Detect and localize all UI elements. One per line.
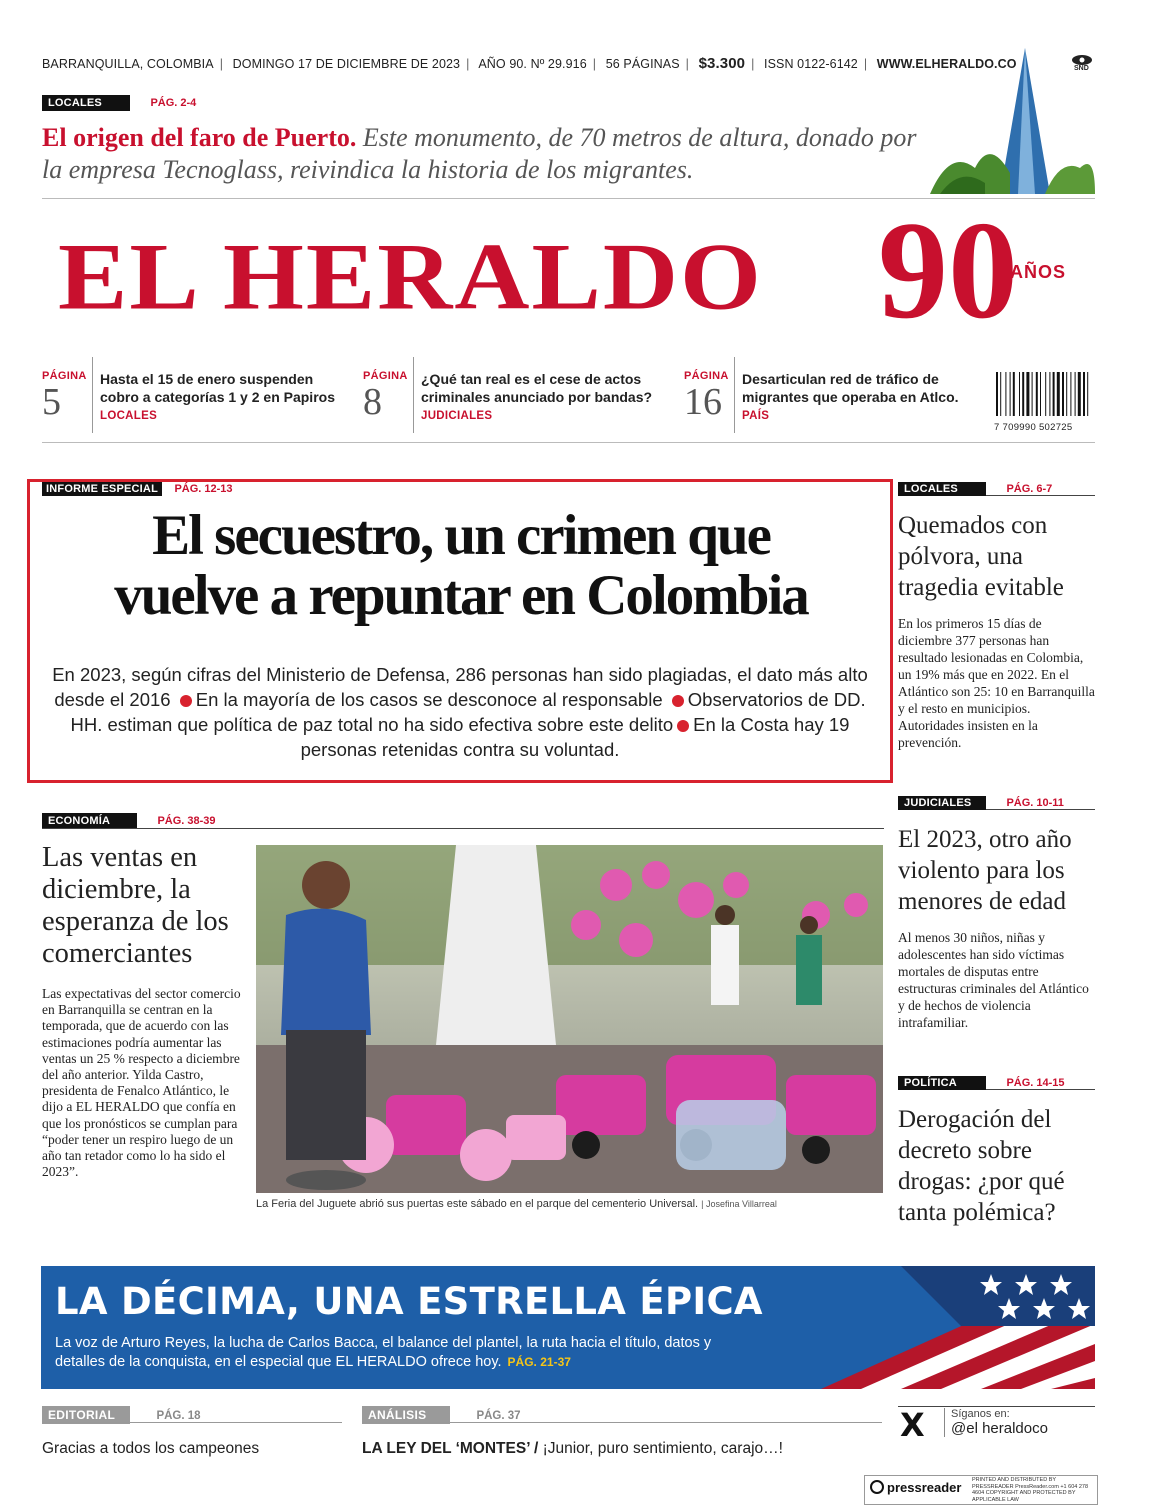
main-headline[interactable]: El secuestro, un crimen que vuelve a repuntar en Colombia [114, 504, 808, 627]
barcode-bar [1040, 372, 1041, 416]
side-story[interactable] [898, 1073, 1095, 1228]
page-ref[interactable]: PÁG. 14-15 [1006, 1077, 1065, 1089]
banner-body: La voz de Arturo Reyes, la lucha de Carlos Bacca, el balance del plantel, la ruta hacia el título, datos y detalles de la conquista, en el especial que EL HERALDO ofrece hoy. PÁG. 21-37 [55, 1335, 712, 1370]
photo-caption: La Feria del Juguete abrió sus puertas este sábado en el parque del cementerio Universal. | Josefina Villarreal [256, 1198, 777, 1210]
main-story-section [42, 479, 233, 497]
barcode-bar [1045, 372, 1046, 416]
divider [42, 828, 884, 829]
page-ref[interactable]: PÁG. 12-13 [174, 483, 233, 495]
analysis-title[interactable]: LA LEY DEL ‘MONTES’ / ¡Junior, puro sentimiento, carajo…! [362, 1440, 783, 1457]
barcode-bar [1053, 372, 1055, 416]
index-page-ref: PÁGINA 16 [684, 370, 729, 423]
barcode-bar [1062, 372, 1064, 416]
index-item[interactable]: Hasta el 15 de enero suspenden cobro a categorías 1 y 2 en Papiros LOCALES [100, 371, 335, 422]
teaser-text: Este monumento, de 70 metros de altura, donado por la empresa Tecnoglass, reivindica la historia de los migrantes. [42, 123, 917, 184]
side-body: Al menos 30 niños, niñas y adolescentes han sido víctimas mortales de disputas entre estructuras criminales del Atlántico y de hechos de violencia intrafamiliar. [898, 930, 1089, 1030]
divider [42, 198, 1095, 199]
index-page-ref: PÁGINA 5 [42, 370, 87, 423]
bullet-dot-icon [672, 695, 684, 707]
lighthouse-photo [930, 48, 1095, 196]
bullet-dot-icon [180, 695, 192, 707]
page-ref[interactable]: PÁG. 10-11 [1006, 797, 1064, 809]
main-summary: En 2023, según cifras del Ministerio de Defensa, 286 personas han sido plagiadas, el dato más alto desde el 2016 En la mayoría de los casos se desconoce al responsable Observatorios de DD. HH. estiman que política de paz total no ha sido efectiva sobre este delito En la Costa hay 19 personas retenidas contra su voluntad. [52, 664, 868, 760]
page-ref[interactable]: PÁG. 18 [156, 1410, 201, 1422]
teaser-lead: El origen del faro de Puerto. [42, 123, 357, 152]
section-tag: EDITORIAL [42, 1406, 130, 1424]
pressreader-icon [870, 1480, 884, 1494]
us-flag-graphic [781, 1266, 1095, 1389]
barcode-bar [1022, 372, 1024, 416]
index-page-ref: PÁGINA 8 [363, 370, 408, 423]
index-item[interactable]: Desarticulan red de tráfico de migrantes que operaba en Atlco. PAÍS [742, 371, 959, 422]
economy-body: Las expectativas del sector comercio en Barranquilla se centran en la temporada, que de acuerdo con las estimaciones podría aumentar las ventas un 25 % respecto a diciembre del año anterior. Yilda Castro, presidenta de Fenalco Atlántico, le dijo a EL HERALDO que confía en que los pronósticos se cumplan para “poder tener un respiro luego de un año tan retador como lo ha sido el 2023”. [42, 986, 241, 1180]
pressreader-logo: pressreader [870, 1480, 961, 1495]
anniversary-label: AÑOS [1010, 262, 1067, 282]
divider [42, 442, 1095, 443]
barcode-bar [1026, 372, 1029, 416]
section-tag: LOCALES [42, 95, 130, 111]
side-headline: Derogación del decreto sobre drogas: ¿por qué tanta polémica? [898, 1106, 1065, 1226]
barcode: 7 709990 502725 [994, 372, 1094, 428]
follow-us[interactable]: Síganos en: @el heraldoco [944, 1408, 1048, 1437]
page-ref[interactable]: PÁG. 2-4 [150, 97, 197, 109]
barcode-bars [994, 372, 1094, 416]
section-tag: JUDICIALES [898, 796, 986, 810]
page-ref[interactable]: PÁG. 37 [476, 1410, 521, 1422]
section-tag: POLÍTICA [898, 1076, 986, 1090]
barcode-bar [1070, 372, 1071, 416]
anniversary-number: 90 [878, 205, 1018, 335]
photo-credit: | Josefina Villarreal [701, 1199, 777, 1209]
barcode-bar [1057, 372, 1060, 416]
masthead-logo[interactable]: EL HERALDO [58, 223, 763, 330]
side-body: En los primeros 15 días de diciembre 377 personas han resultado lesionadas en Colombia, un 19% más que en 2022. En el Atlántico son 25: 10 en Barranquilla y el resto en municipios. Autoridades insisten en la prevención. [898, 616, 1095, 750]
barcode-bar [1066, 372, 1067, 416]
side-story[interactable] [898, 479, 1095, 751]
barcode-bar [1075, 372, 1076, 416]
page-ref[interactable]: PÁG. 21-37 [507, 1355, 571, 1369]
section-tag: INFORME ESPECIAL [42, 482, 162, 496]
promo-banner[interactable] [41, 1266, 1095, 1389]
toy-fair-photo [256, 845, 883, 1193]
top-teaser-section [42, 93, 196, 111]
barcode-bar [1010, 372, 1011, 416]
banner-title: LA DÉCIMA, UNA ESTRELLA ÉPICA [55, 1280, 763, 1323]
barcode-bar [1019, 372, 1020, 416]
social-handle: @el heraldoco [951, 1420, 1048, 1437]
x-logo-icon[interactable]: X [900, 1406, 925, 1444]
page-ref[interactable]: PÁG. 6-7 [1006, 483, 1053, 495]
section-tag: LOCALES [898, 482, 986, 496]
economy-section [42, 811, 216, 829]
top-teaser[interactable] [42, 122, 942, 186]
divider [413, 357, 414, 433]
side-headline: El 2023, otro año violento para los menores de edad [898, 826, 1072, 915]
barcode-bar [1013, 372, 1015, 416]
price: $3.300 [698, 55, 746, 72]
website-link[interactable]: WWW.ELHERALDO.CO [876, 57, 1017, 71]
issn: ISSN 0122-6142 [764, 57, 858, 71]
pressreader-fineprint: PRINTED AND DISTRIBUTED BY PRESSREADER PressReader.com +1 604 278 4604 COPYRIGHT AND PROTECTED BY APPLICABLE LAW [972, 1477, 1089, 1503]
bullet-dot-icon [677, 720, 689, 732]
divider [92, 357, 93, 433]
barcode-bar [1087, 372, 1088, 416]
economy-headline[interactable]: Las ventas en diciembre, la esperanza de los comerciantes [42, 842, 229, 969]
barcode-bar [1078, 372, 1081, 416]
editorial-title[interactable]: Gracias a todos los campeones [42, 1440, 260, 1457]
barcode-bar [996, 372, 998, 416]
divider [362, 1422, 882, 1423]
index-item[interactable]: ¿Qué tan real es el cese de actos criminales anunciado por bandas? JUDICIALES [421, 371, 653, 422]
issue-date: DOMINGO 17 DE DICIEMBRE DE 2023 [232, 57, 461, 71]
barcode-bar [1005, 372, 1006, 416]
snd-badge: SND [1068, 52, 1096, 74]
barcode-bar [1000, 372, 1001, 416]
edition-number: AÑO 90. Nº 29.916 [478, 57, 587, 71]
page-count: 56 PÁGINAS [605, 57, 680, 71]
section-tag: ECONOMÍA [42, 813, 137, 829]
barcode-bar [1049, 372, 1050, 416]
location: BARRANQUILLA, COLOMBIA [42, 57, 214, 71]
section-tag: ANÁLISIS [362, 1406, 450, 1424]
barcode-bar [1036, 372, 1038, 416]
page-ref[interactable]: PÁG. 38-39 [157, 815, 216, 827]
divider [734, 357, 735, 433]
divider [42, 1422, 342, 1423]
side-story[interactable] [898, 793, 1095, 1031]
barcode-bar [1083, 372, 1085, 416]
barcode-bar [1032, 372, 1033, 416]
side-headline: Quemados con pólvora, una tragedia evitable [898, 512, 1064, 601]
dateline: BARRANQUILLA, COLOMBIA | DOMINGO 17 DE DICIEMBRE DE 2023 | AÑO 90. Nº 29.916 | 56 PÁGINAS | $3.300 | ISSN 0122-6142 | WWW.ELHERALDO.CO [42, 55, 1017, 72]
